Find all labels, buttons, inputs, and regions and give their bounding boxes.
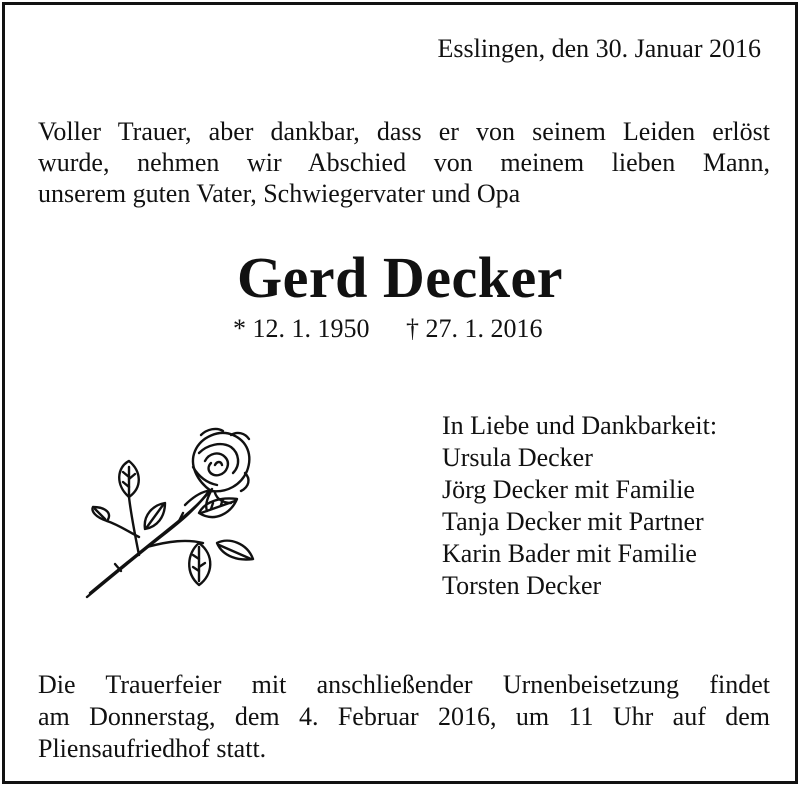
deceased-name: Gerd Decker [237, 245, 563, 310]
rose-icon [81, 419, 261, 601]
birth-date: * 12. 1. 1950 [233, 314, 370, 343]
life-dates [233, 313, 543, 345]
mourner-name: Torsten Decker [442, 571, 602, 600]
service-announcement [38, 669, 770, 765]
mourner-name: Karin Bader mit Familie [442, 539, 697, 568]
intro-line: unserem guten Vater, Schwiegervater und Opa [38, 179, 521, 208]
mourner-name: Ursula Decker [442, 443, 593, 472]
mourners-heading: In Liebe und Dankbarkeit: [442, 411, 718, 440]
obituary-notice [2, 2, 798, 784]
place-date: Esslingen, den 30. Januar 2016 [437, 34, 761, 63]
mourner-name: Jörg Decker mit Familie [442, 475, 695, 504]
mourners-list [442, 410, 717, 602]
intro-line: Voller Trauer, aber dankbar, dass er von seinem Leiden erlöst [38, 117, 770, 146]
service-line: Die Trauerfeier mit anschließender Urnenbeisetzung findet [38, 670, 770, 699]
service-line: Pliensaufriedhof statt. [38, 734, 267, 763]
mourner-name: Tanja Decker mit Partner [442, 507, 704, 536]
intro-paragraph [38, 116, 770, 209]
service-line: am Donnerstag, dem 4. Februar 2016, um 11 Uhr auf dem [38, 702, 770, 731]
death-date: † 27. 1. 2016 [406, 314, 543, 343]
intro-line: wurde, nehmen wir Abschied von meinem lieben Mann, [38, 148, 770, 177]
